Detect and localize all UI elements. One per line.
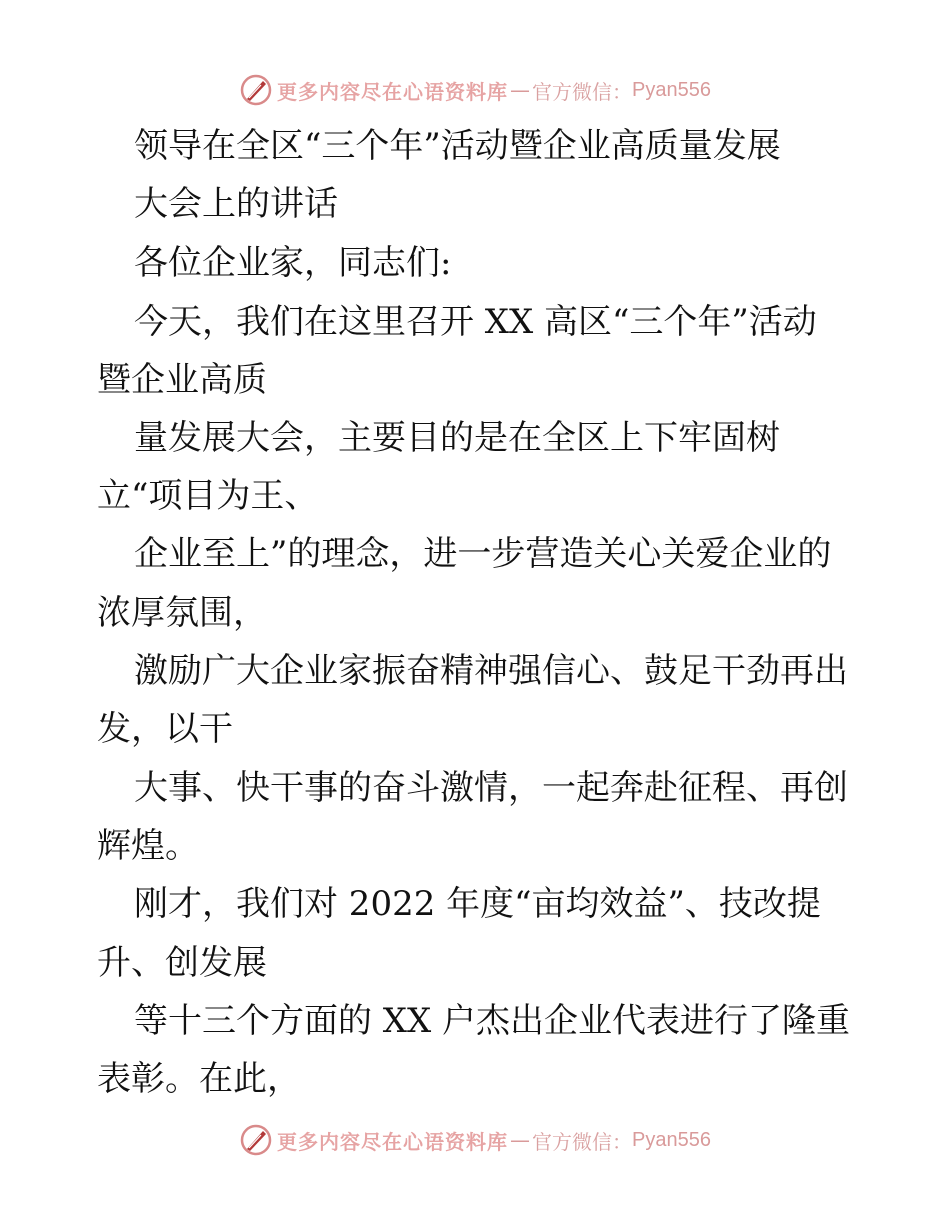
wechat-label: 官方微信： <box>532 79 633 104</box>
watermark-text: 更多内容尽在心语资料库 <box>277 1129 509 1154</box>
salutation: 各位企业家，同志们: <box>134 243 452 283</box>
watermark-separator: — <box>510 1128 531 1152</box>
watermark-separator: — <box>510 78 531 102</box>
watermark-text: 更多内容尽在心语资料库 <box>277 79 509 104</box>
paragraph-line: 今天，我们在这里召开 XX 高区“三个年”活动 <box>134 302 817 342</box>
wechat-id: Pyan556 <box>632 1128 711 1151</box>
paragraph-line: 等十三个方面的 XX 户杰出企业代表进行了隆重 <box>134 1001 851 1041</box>
quill-logo-icon <box>239 1123 273 1157</box>
paragraph-line: 立“项目为王、 <box>97 476 319 516</box>
paragraph-line: 升、创发展 <box>97 943 267 983</box>
paragraph-line: 大事、快干事的奋斗激情，一起奔赴征程、再创 <box>134 768 848 808</box>
paragraph-line: 激励广大企业家振奋精神强信心、鼓足干劲再出 <box>134 651 848 691</box>
paragraph-line: 企业至上”的理念，进一步营造关心关爱企业的 <box>134 534 832 574</box>
paragraph-line: 量发展大会，主要目的是在全区上下牢固树 <box>134 418 780 458</box>
title-line-2: 大会上的讲话 <box>134 184 338 224</box>
wechat-label: 官方微信： <box>532 1129 633 1154</box>
footer-watermark <box>0 1122 950 1158</box>
paragraph-line: 暨企业高质 <box>97 360 267 400</box>
paragraph-line: 刚才，我们对 2022 年度“亩均效益”、技改提 <box>134 884 821 924</box>
paragraph-line: 浓厚氛围， <box>97 593 267 633</box>
paragraph-line: 辉煌。 <box>97 826 199 866</box>
paragraph-line: 发，以干 <box>97 709 233 749</box>
title-line-1: 领导在全区“三个年”活动暨企业高质量发展 <box>134 126 781 166</box>
wechat-id: Pyan556 <box>632 78 711 101</box>
quill-logo-icon <box>239 73 273 107</box>
paragraph-line: 表彰。在此， <box>97 1059 301 1099</box>
header-watermark <box>0 72 950 108</box>
